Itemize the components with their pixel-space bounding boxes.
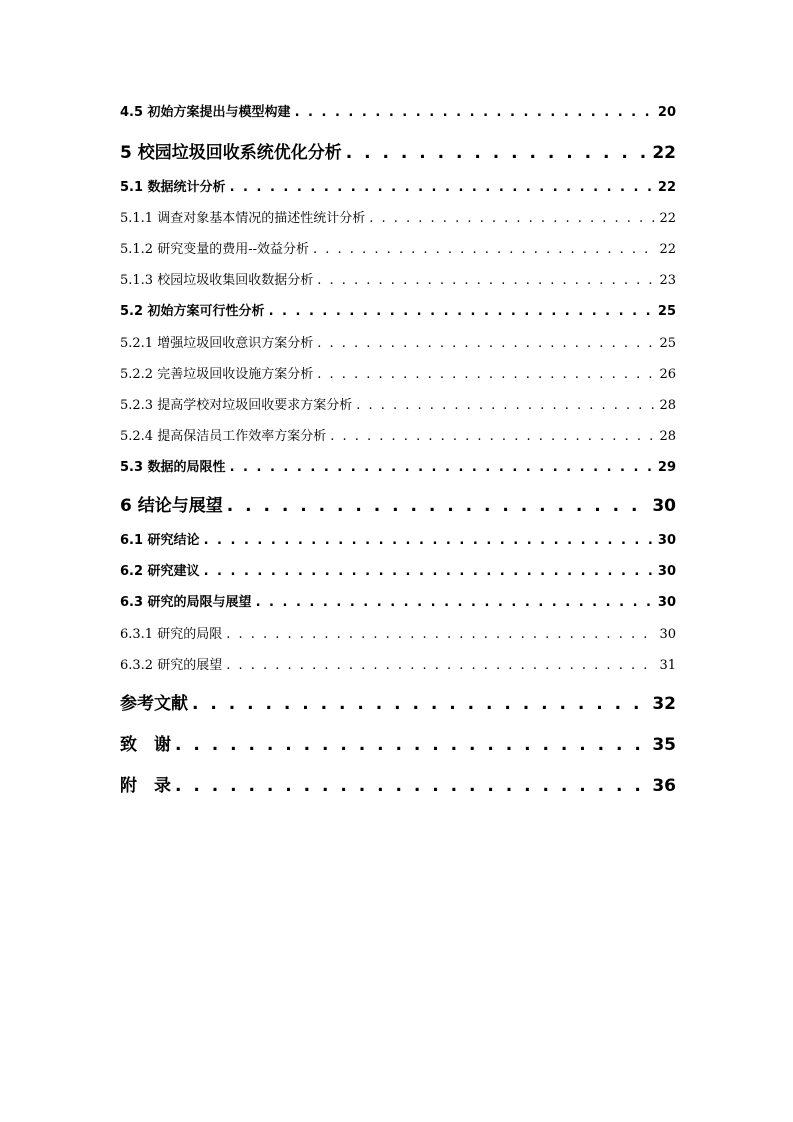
toc-dot-leader (230, 460, 654, 475)
toc-entry[interactable] (120, 623, 676, 642)
toc-dot-leader (356, 398, 655, 413)
toc-entry-label: 6.2 研究建议 (120, 564, 200, 579)
toc-entry[interactable] (120, 491, 676, 516)
toc-entry-label: 6.3 研究的局限与展望 (120, 595, 252, 610)
toc-entry[interactable] (120, 363, 676, 382)
toc-entry-page: 20 (657, 105, 676, 120)
toc-entry-label: 5.3 数据的局限性 (120, 460, 226, 475)
toc-dot-leader (269, 304, 654, 319)
toc-entry-page: 26 (659, 367, 676, 382)
toc-entry-label: 致 谢 (120, 735, 171, 755)
toc-entry-label: 附 录 (120, 776, 171, 796)
toc-entry[interactable] (120, 207, 676, 226)
toc-entry[interactable] (120, 456, 676, 475)
toc-entry-page: 28 (659, 398, 676, 413)
toc-entry-label: 6.1 研究结论 (120, 533, 200, 548)
toc-entry[interactable] (120, 771, 676, 796)
toc-dot-leader (204, 533, 654, 548)
toc-entry-label: 参考文献 (120, 694, 188, 714)
toc-entry-label: 5.1.1 调查对象基本情况的描述性统计分析 (120, 211, 366, 226)
toc-dot-leader (317, 336, 655, 351)
toc-entry[interactable] (120, 689, 676, 714)
toc-entry-label: 5.1 数据统计分析 (120, 180, 226, 195)
toc-entry-page: 22 (652, 143, 676, 163)
toc-dot-leader (295, 105, 654, 120)
toc-dot-leader (369, 211, 655, 226)
toc-entry-page: 22 (659, 242, 676, 257)
toc-entry-page: 30 (652, 496, 676, 516)
toc-entry[interactable] (120, 101, 676, 120)
toc-entry-label: 5 校园垃圾回收系统优化分析 (120, 143, 342, 163)
toc-entry[interactable] (120, 425, 676, 444)
toc-dot-leader (175, 735, 648, 755)
toc-entry-page: 30 (657, 595, 676, 610)
toc-entry-label: 6 结论与展望 (120, 496, 223, 516)
toc-entry-label: 6.3.1 研究的局限 (120, 627, 223, 642)
toc-entry-label: 5.2.4 提高保洁员工作效率方案分析 (120, 429, 327, 444)
toc-entry-page: 25 (659, 336, 676, 351)
toc-entry[interactable] (120, 529, 676, 548)
toc-entry-label: 4.5 初始方案提出与模型构建 (120, 105, 291, 120)
toc-entry-label: 5.2.2 完善垃圾回收设施方案分析 (120, 367, 314, 382)
toc-dot-leader (230, 180, 654, 195)
toc-dot-leader (204, 564, 654, 579)
toc-entry[interactable] (120, 560, 676, 579)
toc-entry[interactable] (120, 138, 676, 163)
toc-entry[interactable] (120, 300, 676, 319)
toc-dot-leader (227, 496, 649, 516)
toc-entry-page: 32 (652, 694, 676, 714)
toc-dot-leader (175, 776, 648, 796)
toc-entry[interactable] (120, 176, 676, 195)
toc-dot-leader (317, 273, 655, 288)
toc-entry[interactable] (120, 654, 676, 673)
toc-entry-page: 25 (657, 304, 676, 319)
toc-entry[interactable] (120, 591, 676, 610)
toc-entry-label: 5.2 初始方案可行性分析 (120, 304, 265, 319)
toc-dot-leader (313, 242, 655, 257)
toc-entry-page: 23 (659, 273, 676, 288)
toc-entry-label: 5.2.1 增强垃圾回收意识方案分析 (120, 336, 314, 351)
toc-entry-page: 35 (652, 735, 676, 755)
toc-entry-page: 28 (659, 429, 676, 444)
toc-entry-label: 5.2.3 提高学校对垃圾回收要求方案分析 (120, 398, 353, 413)
toc-entry[interactable] (120, 238, 676, 257)
toc-entry-page: 31 (659, 658, 676, 673)
toc-entry-page: 36 (652, 776, 676, 796)
toc-dot-leader (346, 143, 649, 163)
toc-entry-label: 5.1.3 校园垃圾收集回收数据分析 (120, 273, 314, 288)
toc-dot-leader (226, 627, 655, 642)
toc-dot-leader (256, 595, 654, 610)
toc-entry-label: 5.1.2 研究变量的费用--效益分析 (120, 242, 309, 257)
toc-dot-leader (226, 658, 655, 673)
toc-entry[interactable] (120, 332, 676, 351)
toc-dot-leader (317, 367, 655, 382)
toc-entry-page: 29 (657, 460, 676, 475)
toc-entry[interactable] (120, 269, 676, 288)
toc-entry[interactable] (120, 394, 676, 413)
toc-entry-label: 6.3.2 研究的展望 (120, 658, 223, 673)
toc-entry-page: 22 (657, 180, 676, 195)
toc-dot-leader (330, 429, 655, 444)
toc-entry[interactable] (120, 730, 676, 755)
toc-entry-page: 30 (659, 627, 676, 642)
toc-dot-leader (192, 694, 648, 714)
toc-entry-page: 30 (657, 564, 676, 579)
toc-entry-page: 22 (659, 211, 676, 226)
toc-entry-page: 30 (657, 533, 676, 548)
